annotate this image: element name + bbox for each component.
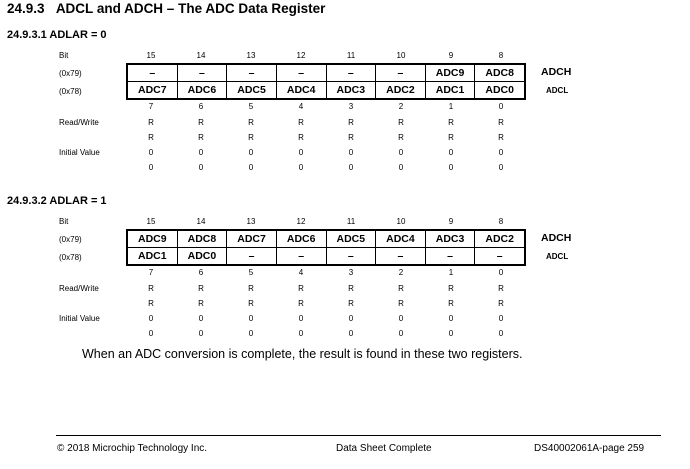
access-value: R — [248, 118, 254, 127]
access-value: R — [198, 284, 204, 293]
initial-value: 0 — [148, 329, 154, 338]
high-address: (0x79) — [59, 69, 82, 78]
read-write-label: Read/Write — [59, 118, 99, 127]
access-value: R — [198, 133, 204, 142]
bit-number: 6 — [198, 268, 204, 277]
bit-number: 5 — [248, 268, 254, 277]
bit-number: 9 — [448, 217, 454, 226]
initial-value: 0 — [348, 148, 354, 157]
access-value: R — [348, 284, 354, 293]
initial-value: 0 — [248, 163, 254, 172]
bit-label: Bit — [59, 51, 69, 60]
access-value: R — [498, 118, 504, 127]
register-bit-cell: – — [276, 248, 326, 264]
register-bit-cell: ADC5 — [326, 231, 376, 247]
bit-number: 9 — [448, 51, 454, 60]
bit-number: 10 — [396, 51, 406, 60]
register-bit-cell: – — [276, 65, 326, 81]
bit-number: 1 — [448, 102, 454, 111]
bit-number: 14 — [196, 51, 206, 60]
register-bit-cell: – — [375, 248, 425, 264]
initial-value: 0 — [348, 314, 354, 323]
access-value: R — [198, 118, 204, 127]
bit-number: 2 — [398, 102, 404, 111]
bit-number: 1 — [448, 268, 454, 277]
initial-value: 0 — [398, 148, 404, 157]
access-value: R — [248, 284, 254, 293]
bit-number: 5 — [248, 102, 254, 111]
initial-value: 0 — [198, 148, 204, 157]
bit-label: Bit — [59, 217, 69, 226]
bit-number: 7 — [148, 268, 154, 277]
register-bit-cell: ADC1 — [138, 250, 167, 262]
access-value: R — [498, 284, 504, 293]
register-bit-cell: ADC6 — [276, 231, 326, 247]
initial-value: 0 — [348, 163, 354, 172]
access-value: R — [148, 133, 154, 142]
register-bit-cell: – — [326, 248, 376, 264]
low-address: (0x78) — [59, 253, 82, 262]
initial-value: 0 — [448, 314, 454, 323]
access-value: R — [398, 118, 404, 127]
register-high-row — [128, 65, 524, 81]
initial-value: 0 — [148, 314, 154, 323]
bit-number: 10 — [396, 217, 406, 226]
bit-number: 7 — [148, 102, 154, 111]
access-value: R — [298, 118, 304, 127]
bit-number: 13 — [246, 51, 256, 60]
bit-number: 4 — [298, 102, 304, 111]
access-value: R — [498, 299, 504, 308]
initial-value: 0 — [298, 148, 304, 157]
access-value: R — [448, 299, 454, 308]
bit-number: 3 — [348, 268, 354, 277]
register-bit-cell: – — [425, 248, 475, 264]
initial-value: 0 — [398, 329, 404, 338]
section-heading — [7, 1, 325, 16]
initial-value: 0 — [148, 148, 154, 157]
register-low-row — [128, 247, 524, 264]
initial-value: 0 — [198, 329, 204, 338]
access-value: R — [448, 133, 454, 142]
access-value: R — [248, 299, 254, 308]
initial-value-label: Initial Value — [59, 314, 100, 323]
initial-value: 0 — [448, 163, 454, 172]
bit-number: 13 — [246, 217, 256, 226]
initial-value: 0 — [198, 314, 204, 323]
bit-number: 15 — [146, 51, 156, 60]
register-bit-cell: – — [326, 65, 376, 81]
initial-value: 0 — [498, 148, 504, 157]
register-bit-cell: ADC9 — [138, 233, 167, 245]
initial-value: 0 — [148, 163, 154, 172]
register-bit-cell: – — [177, 65, 227, 81]
access-value: R — [448, 118, 454, 127]
section-number: 24.9.3 — [7, 1, 45, 16]
register-bit-cell: ADC5 — [226, 82, 276, 98]
bit-number: 12 — [296, 217, 306, 226]
initial-value: 0 — [348, 329, 354, 338]
register-name-high: ADCH — [541, 232, 572, 244]
bit-number: 12 — [296, 51, 306, 60]
register-bit-cell: ADC8 — [177, 231, 227, 247]
bit-number: 0 — [498, 102, 504, 111]
register-bit-cell: – — [375, 65, 425, 81]
bit-number: 4 — [298, 268, 304, 277]
initial-value: 0 — [298, 329, 304, 338]
access-value: R — [348, 133, 354, 142]
initial-value: 0 — [448, 329, 454, 338]
register-name-low: ADCL — [546, 86, 569, 95]
section-title: ADCL and ADCH – The ADC Data Register — [55, 1, 326, 16]
initial-value: 0 — [498, 329, 504, 338]
register-bit-cell: ADC2 — [375, 82, 425, 98]
register-box — [126, 229, 526, 266]
register-bit-cell: ADC7 — [138, 84, 167, 96]
footer-copyright: © 2018 Microchip Technology Inc. — [57, 443, 208, 454]
register-bit-cell: – — [149, 67, 156, 79]
access-value: R — [348, 299, 354, 308]
initial-value: 0 — [248, 148, 254, 157]
register-bit-cell: ADC8 — [474, 65, 524, 81]
bit-number: 2 — [398, 268, 404, 277]
access-value: R — [198, 299, 204, 308]
access-value: R — [298, 133, 304, 142]
register-bit-cell: – — [226, 65, 276, 81]
read-write-label: Read/Write — [59, 284, 99, 293]
footer-page-number: DS40002061A-page 259 — [534, 443, 645, 454]
access-value: R — [148, 118, 154, 127]
bit-number: 8 — [498, 51, 504, 60]
register-bit-cell: ADC9 — [425, 65, 475, 81]
high-address: (0x79) — [59, 235, 82, 244]
access-value: R — [398, 284, 404, 293]
register-name-low: ADCL — [546, 252, 569, 261]
subsection-heading-adlar-1: 24.9.3.2 ADLAR = 1 — [7, 195, 107, 207]
access-value: R — [398, 299, 404, 308]
register-bit-cell: ADC0 — [177, 248, 227, 264]
bit-number: 3 — [348, 102, 354, 111]
initial-value: 0 — [448, 148, 454, 157]
initial-value: 0 — [398, 314, 404, 323]
initial-value-label: Initial Value — [59, 148, 100, 157]
bit-number: 6 — [198, 102, 204, 111]
low-address: (0x78) — [59, 87, 82, 96]
access-value: R — [298, 299, 304, 308]
access-value: R — [398, 133, 404, 142]
bit-number: 14 — [196, 217, 206, 226]
access-value: R — [348, 118, 354, 127]
register-bit-cell: – — [226, 248, 276, 264]
initial-value: 0 — [198, 163, 204, 172]
access-value: R — [248, 133, 254, 142]
footer-doc-title: Data Sheet Complete — [336, 443, 432, 454]
initial-value: 0 — [398, 163, 404, 172]
register-bit-cell: ADC7 — [226, 231, 276, 247]
register-bit-cell: ADC6 — [177, 82, 227, 98]
register-low-row — [128, 81, 524, 98]
register-name-high: ADCH — [541, 66, 572, 78]
register-bit-cell: ADC0 — [474, 82, 524, 98]
register-high-row — [128, 231, 524, 247]
initial-value: 0 — [298, 163, 304, 172]
bit-number: 11 — [346, 51, 356, 60]
initial-value: 0 — [248, 329, 254, 338]
register-bit-cell: ADC4 — [375, 231, 425, 247]
initial-value: 0 — [498, 163, 504, 172]
initial-value: 0 — [298, 314, 304, 323]
access-value: R — [148, 284, 154, 293]
access-value: R — [448, 284, 454, 293]
bit-number: 8 — [498, 217, 504, 226]
access-value: R — [498, 133, 504, 142]
register-bit-cell: – — [474, 248, 524, 264]
register-bit-cell: ADC2 — [474, 231, 524, 247]
register-bit-cell: ADC1 — [425, 82, 475, 98]
register-bit-cell: ADC3 — [326, 82, 376, 98]
bit-number: 15 — [146, 217, 156, 226]
initial-value: 0 — [248, 314, 254, 323]
initial-value: 0 — [498, 314, 504, 323]
access-value: R — [298, 284, 304, 293]
register-bit-cell: ADC3 — [425, 231, 475, 247]
body-paragraph: When an ADC conversion is complete, the result is found in these two registers. — [82, 347, 523, 361]
footer-rule — [56, 435, 661, 436]
subsection-heading-adlar-0: 24.9.3.1 ADLAR = 0 — [7, 29, 107, 41]
access-value: R — [148, 299, 154, 308]
register-bit-cell: ADC4 — [276, 82, 326, 98]
bit-number: 0 — [498, 268, 504, 277]
bit-number: 11 — [346, 217, 356, 226]
register-box — [126, 63, 526, 100]
